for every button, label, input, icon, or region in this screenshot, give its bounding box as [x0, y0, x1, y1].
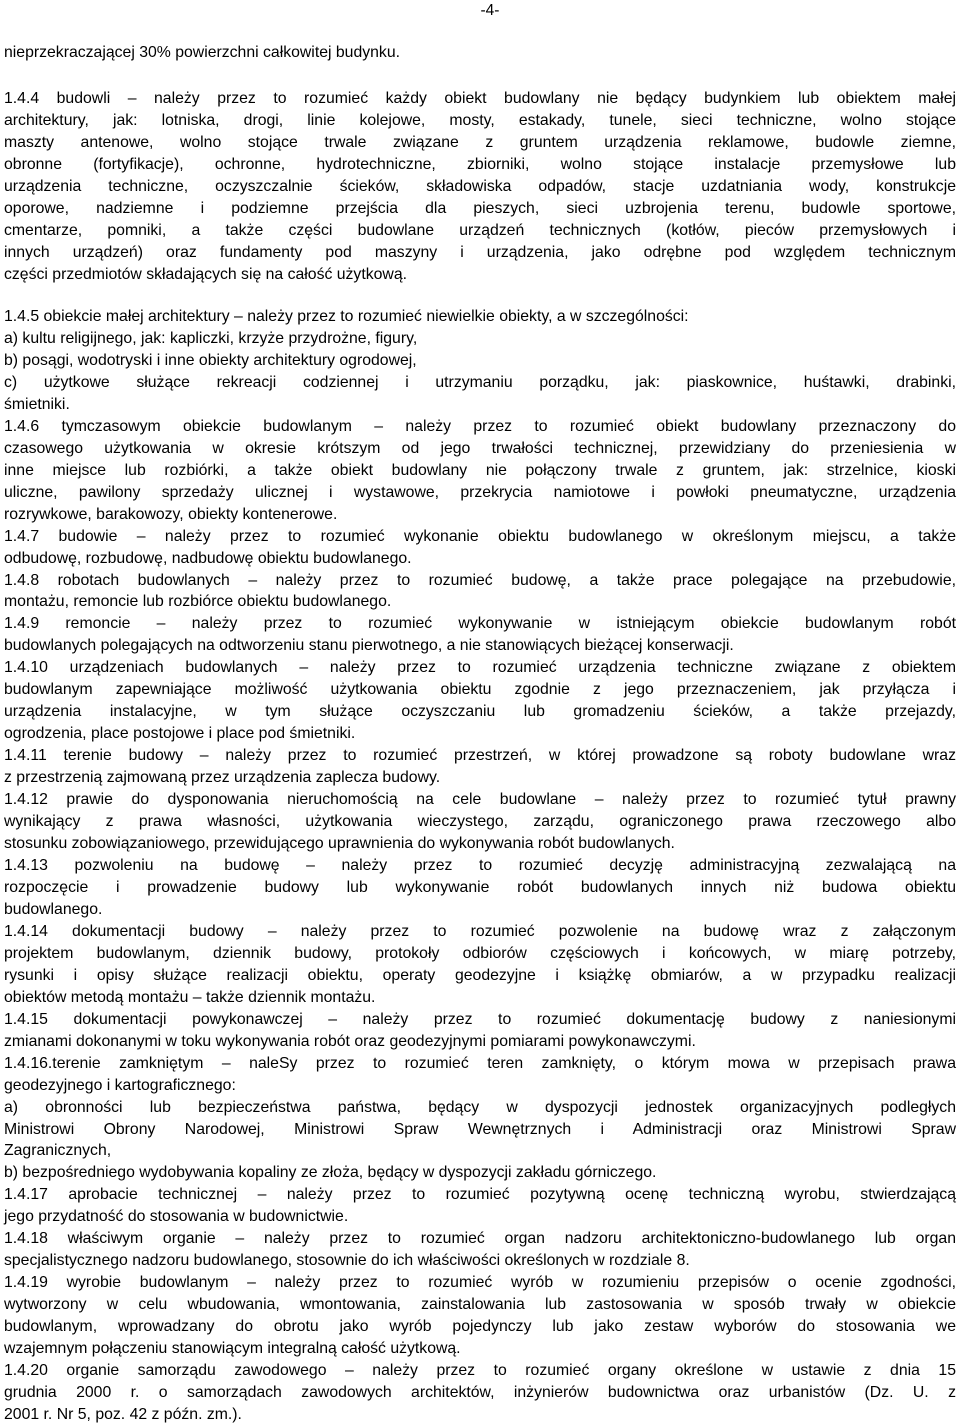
text-line: 1.4.7 budowie – należy przez to rozumieć wykonanie obiektu budowlanego w określonym miejscu, a także — [4, 527, 956, 545]
page-number: -4- — [480, 2, 500, 19]
text-line: budowlanego. — [4, 900, 103, 918]
text-line: cmentarze, pomniki, a także części budowlane urządzeń technicznych (kotłów, pieców przemysłowych i — [4, 221, 956, 239]
text-line: z przestrzenią zajmowaną przez urządzenia zaplecza budowy. — [4, 769, 441, 787]
text-line: wytworzony w celu wbudowania, wmontowania, zainstalowania lub zastosowania w sposób trwały w obiekcie — [4, 1296, 956, 1314]
text-line: projektem budowlanym, dziennik budowy, protokoły odbiorów częściowych i końcowych, w miarę potrzeby, — [4, 944, 956, 962]
text-line: grudnia 2000 r. o samorządach zawodowych architektów, inżynierów budownictwa oraz urbanistów (Dz. U. z — [4, 1384, 956, 1402]
text-line: 1.4.20 organie samorządu zawodowego – należy przez to rozumieć organy określone w ustawie z dnia 15 — [4, 1362, 956, 1380]
text-line: uliczne, pawilony sprzedaży ulicznej i wystawowe, przekrycia namiotowe i powłoki pneumatyczne, urządzenia — [4, 483, 956, 501]
text-line: budowlanych polegających na odtworzeniu stanu pierwotnego, a nie stanowiących bieżącej konserwacji. — [4, 637, 734, 655]
text-line: specjalistycznego nadzoru budowlanego, stosownie do ich właściwości określonych w rozdziale 8. — [4, 1252, 690, 1270]
text-line: 1.4.12 prawie do dysponowania nieruchomością na cele budowlane – należy przez to rozumieć tytuł prawny — [4, 791, 956, 809]
text-line: 1.4.16.terenie zamkniętym – naleSy przez to rozumieć teren zamknięty, o którym mowa w przepisach prawa — [4, 1054, 956, 1072]
text-line: stosunku zobowiązaniowego, przewidującego uprawnienia do wykonywania robót budowlanych. — [4, 835, 675, 853]
text-line: wzajemnym połączeniu stanowiącym integralną całość użytkową. — [4, 1340, 461, 1358]
text-line: architektury, jak: lotniska, drogi, linie kolejowe, mosty, estakady, tunele, sieci techniczne, wolno stojące — [4, 111, 956, 129]
text-line: maszty antenowe, wolno stojące trwale związane z gruntem urządzenia reklamowe, budowle ziemne, — [4, 133, 956, 151]
text-line: urządzenia techniczne, oczyszczalnie ścieków, składowiska odpadów, stacje uzdatniania wody, konstrukcje — [4, 177, 956, 195]
text-line: rysunki i opisy służące realizacji obiektu, operaty geodezyjne i książkę obmiarów, a w przypadku realizacji — [4, 966, 956, 984]
text-line: obronne (fortyfikacje), ochronne, hydrotechniczne, zbiorniki, wolno stojące instalacje przemysłowe lub — [4, 155, 956, 173]
text-line: Ministrowi Obrony Narodowej, Ministrowi Spraw Wewnętrznych i Administracji oraz Ministrowi Spraw — [4, 1120, 956, 1138]
text-line: czasowego użytkowania w okresie krótszym od jego trwałości technicznej, przewidziany do przeniesienia w — [4, 439, 956, 457]
text-line: ogrodzenia, place postojowe i place pod śmietniki. — [4, 725, 356, 743]
text-line: Zagranicznych, — [4, 1142, 112, 1160]
text-line: budowlanym zapewniające możliwość użytkowania obiektu zgodnie z jego przeznaczeniem, jak przyłącza i — [4, 681, 956, 699]
text-line: 2001 r. Nr 5, poz. 42 z późn. zm.). — [4, 1406, 242, 1423]
text-line: rozrywkowe, barakowozy, obiekty kontenerowe. — [4, 505, 338, 523]
text-line: 1.4.11 terenie budowy – należy przez to rozumieć przestrzeń, w której prowadzone są roboty budowlane wraz — [4, 747, 956, 765]
text-line: a) kultu religijnego, jak: kapliczki, krzyże przydrożne, figury, — [4, 329, 418, 347]
text-line: 1.4.8 robotach budowlanych – należy przez to rozumieć budowę, a także prace polegające na przebudowie, — [4, 571, 956, 589]
text-line: części przedmiotów składających się na całość użytkową. — [4, 265, 407, 283]
text-line: nieprzekraczającej 30% powierzchni całkowitej budynku. — [4, 44, 401, 61]
text-line: 1.4.4 budowli – należy przez to rozumieć każdy obiekt budowlany nie będący budynkiem lub obiektem małej — [4, 90, 956, 107]
text-line: b) bezpośredniego wydobywania kopaliny ze złoża, będący w dyspozycji zakładu górniczego. — [4, 1164, 657, 1182]
text-line: odbudowę, rozbudowę, nadbudowę obiektu budowlanego. — [4, 549, 412, 567]
text-line: c) użytkowe służące rekreacji codziennej i utrzymaniu porządku, jak: piaskownice, huśtawki, drabinki, — [4, 373, 956, 391]
text-line: rozpoczęcie i prowadzenie budowy lub wykonywanie robót budowlanych innych niż budowa obiektu — [4, 878, 956, 896]
text-line: 1.4.19 wyrobie budowlanym – należy przez to rozumieć wyrób w rozumieniu przepisów o ocenie zgodności, — [4, 1274, 956, 1292]
text-line: wynikający z prawa własności, użytkowania wieczystego, zarządu, ograniczonego prawa rzeczowego albo — [4, 813, 956, 831]
text-line: inne miejsce lub rozbiórki, a także obiekt budowlany nie połączony trwale z gruntem, jak: strzelnice, kioski — [4, 461, 956, 479]
text-line: montażu, remoncie lub rozbiórce obiektu budowlanego. — [4, 593, 392, 611]
text-line: 1.4.6 tymczasowym obiekcie budowlanym – należy przez to rozumieć obiekt budowlany przeznaczony do — [4, 417, 956, 435]
text-line: obiektów metodą montażu – także dziennik montażu. — [4, 988, 376, 1006]
text-line: innych urządzeń) oraz fundamenty pod maszyny i urządzenia, jako odrębne pod względem technicznym — [4, 243, 956, 261]
text-line: śmietniki. — [4, 395, 70, 413]
text-line: 1.4.17 aprobacie technicznej – należy przez to rozumieć pozytywną ocenę techniczną wyrobu, stwierdzającą — [4, 1186, 956, 1204]
text-line: urządzenia instalacyjne, w tym służące oczyszczaniu lub gromadzeniu ścieków, a także przejazdy, — [4, 703, 956, 721]
text-line: jego przydatność do stosowania w budownictwie. — [4, 1208, 349, 1226]
text-line: 1.4.18 właściwym organie – należy przez to rozumieć organ nadzoru architektoniczno-budowlanego lub organ — [4, 1230, 956, 1248]
text-line: 1.4.5 obiekcie małej architektury – należy przez to rozumieć niewielkie obiekty, a w szczególności: — [4, 308, 689, 325]
text-line: oporowe, nadziemne i podziemne przejścia dla pieszych, sieci uzbrojenia terenu, budowle sportowe, — [4, 199, 956, 217]
text-line: 1.4.13 pozwoleniu na budowę – należy przez to rozumieć decyzję administracyjną zezwalającą na — [4, 857, 956, 874]
text-line: a) obronności lub bezpieczeństwa państwa, będący w dyspozycji jednostek organizacyjnych podległych — [4, 1098, 956, 1116]
text-line: 1.4.10 urządzeniach budowlanych – należy przez to rozumieć urządzenia techniczne związane z obiektem — [4, 659, 956, 677]
text-line: 1.4.15 dokumentacji powykonawczej – należy przez to rozumieć dokumentację budowy z naniesionymi — [4, 1010, 956, 1028]
text-line: 1.4.14 dokumentacji budowy – należy przez to rozumieć pozwolenie na budowę wraz z załączonym — [4, 922, 956, 940]
text-line: budowlanym, wprowadzany do obrotu jako wyrób pojedynczy lub jako zestaw wyborów do stosowania we — [4, 1318, 956, 1336]
text-line: zmianami dokonanymi w toku wykonywania robót oraz geodezyjnymi pomiarami powykonawczymi. — [4, 1032, 696, 1050]
text-line: 1.4.9 remoncie – należy przez to rozumieć wykonywanie w istniejącym obiekcie budowlanym robót — [4, 615, 956, 633]
text-line: b) posągi, wodotryski i inne obiekty architektury ogrodowej, — [4, 351, 417, 369]
text-line: geodezyjnego i kartograficznego: — [4, 1076, 236, 1094]
